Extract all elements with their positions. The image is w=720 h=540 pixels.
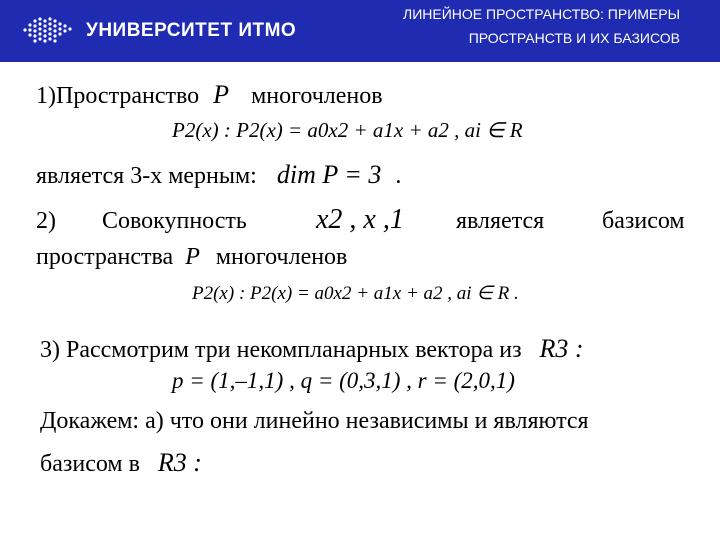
item2-set: x2 , x ,1 bbox=[316, 204, 404, 235]
item1-dim-prefix: является 3-х мерным: bbox=[36, 163, 257, 189]
item2-line2 bbox=[36, 244, 347, 271]
itmo-logo-icon bbox=[22, 16, 74, 44]
slide-header bbox=[0, 0, 720, 62]
item2-line2-suffix: многочленов bbox=[215, 244, 348, 270]
prove-line2 bbox=[40, 448, 202, 478]
item2-number: 2) bbox=[36, 208, 56, 234]
item3-text: 3) Рассмотрим три некомпланарных вектора из bbox=[40, 337, 522, 363]
slide-title-line2: ПРОСТРАНСТВ И ИХ БАЗИСОВ bbox=[468, 30, 680, 46]
item1-symbol: P bbox=[213, 80, 230, 109]
item2-word1: Совокупность bbox=[102, 208, 247, 234]
prove-text2: базисом в bbox=[40, 451, 140, 477]
prove-space: R3 : bbox=[157, 448, 202, 477]
item1-suffix: многочленов bbox=[251, 83, 383, 109]
slide-title bbox=[320, 2, 680, 50]
university-name: УНИВЕРСИТЕТ ИТМО bbox=[86, 20, 297, 41]
item3-space: R3 : bbox=[539, 334, 584, 363]
item3-vectors bbox=[172, 368, 515, 394]
prove-line1 bbox=[40, 408, 589, 435]
item2-word2: является bbox=[456, 208, 545, 234]
item2-formula bbox=[192, 282, 519, 305]
item1-dim-formula: dim P = 3 bbox=[276, 160, 382, 189]
item1-formula bbox=[172, 118, 523, 143]
item2-formula-text: P2(x) : P2(x) = a0x2 + a1x + a2 , ai ∈ R . bbox=[192, 283, 519, 304]
item3-vectors-text: p = (1,–1,1) , q = (0,3,1) , r = (2,0,1) bbox=[172, 368, 515, 393]
item1-formula-text: P2(x) : P2(x) = a0x2 + a1x + a2 , ai ∈ R bbox=[172, 118, 523, 142]
slide-title-line1: ЛИНЕЙНОЕ ПРОСТРАНСТВО: ПРИМЕРЫ bbox=[403, 6, 680, 22]
prove-text: Докажем: а) что они линейно независимы и являются bbox=[40, 408, 589, 434]
item2-line2-text: пространства bbox=[36, 244, 174, 270]
item1-heading bbox=[36, 80, 383, 110]
item3-heading bbox=[40, 334, 584, 364]
item1-prefix: 1)Пространство bbox=[36, 83, 200, 109]
item2-word3: базисом bbox=[602, 208, 685, 234]
item2-line1 bbox=[36, 204, 700, 235]
item1-dimension: является 3-х мерным: dim P = 3 . bbox=[36, 160, 402, 189]
item2-symbol: P bbox=[185, 244, 200, 270]
